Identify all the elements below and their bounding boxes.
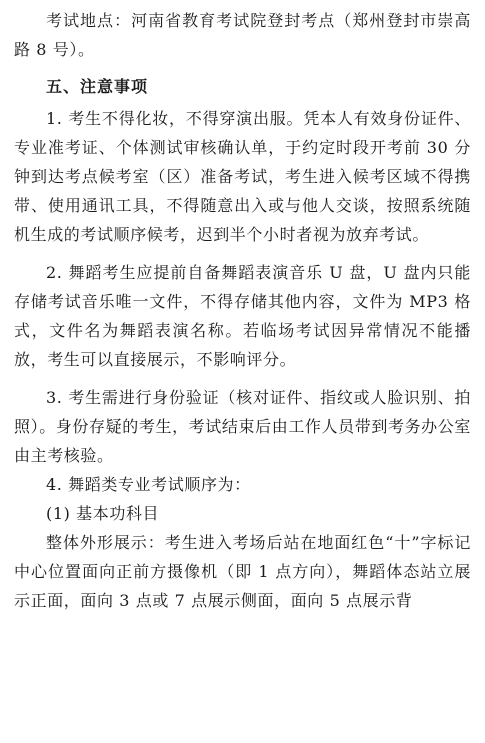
- section-heading-notes: 五、注意事项: [46, 77, 149, 96]
- exam-location-paragraph: 考试地点：河南省教育考试院登封考点（郑州登封市崇高路 8 号）。: [14, 11, 471, 59]
- notice-item-1: 1. 考生不得化妆，不得穿演出服。凭本人有效身份证件、专业准考证、个体测试审核确认单，于约定时段开考前 30 分钟到达考点候考室（区）准备考试，考生进入候考区域不得携带、使用通讯工具，不得随意出入或与他人交谈，按照系统随机生成的考试顺序候考，迟到半个小时者视为放弃考试。: [14, 109, 471, 244]
- notice-item-3: 3. 考生需进行身份验证（核对证件、指纹或人脸识别、拍照）。身份存疑的考生，考试结束后由工作人员带到考务办公室由主考核验。: [14, 388, 471, 465]
- notice-item-4-subheading: (1) 基本功科目: [46, 504, 160, 523]
- notice-item-4: 4. 舞蹈类专业考试顺序为：: [46, 475, 251, 494]
- notice-item-2: 2. 舞蹈考生应提前自备舞蹈表演音乐 U 盘，U 盘内只能存储考试音乐唯一文件，不得存储其他内容，文件为 MP3 格式，文件名为舞蹈表演名称。若临场考试因异常情况不能播放，考生可以直接展示，不影响评分。: [14, 263, 471, 369]
- notice-item-4-body: 整体外形展示：考生进入考场后站在地面红色“十”字标记中心位置面向正前方摄像机（即 1 点方向），舞蹈体态站立展示正面，面向 3 点或 7 点展示侧面，面向 5 点展示背: [14, 533, 471, 610]
